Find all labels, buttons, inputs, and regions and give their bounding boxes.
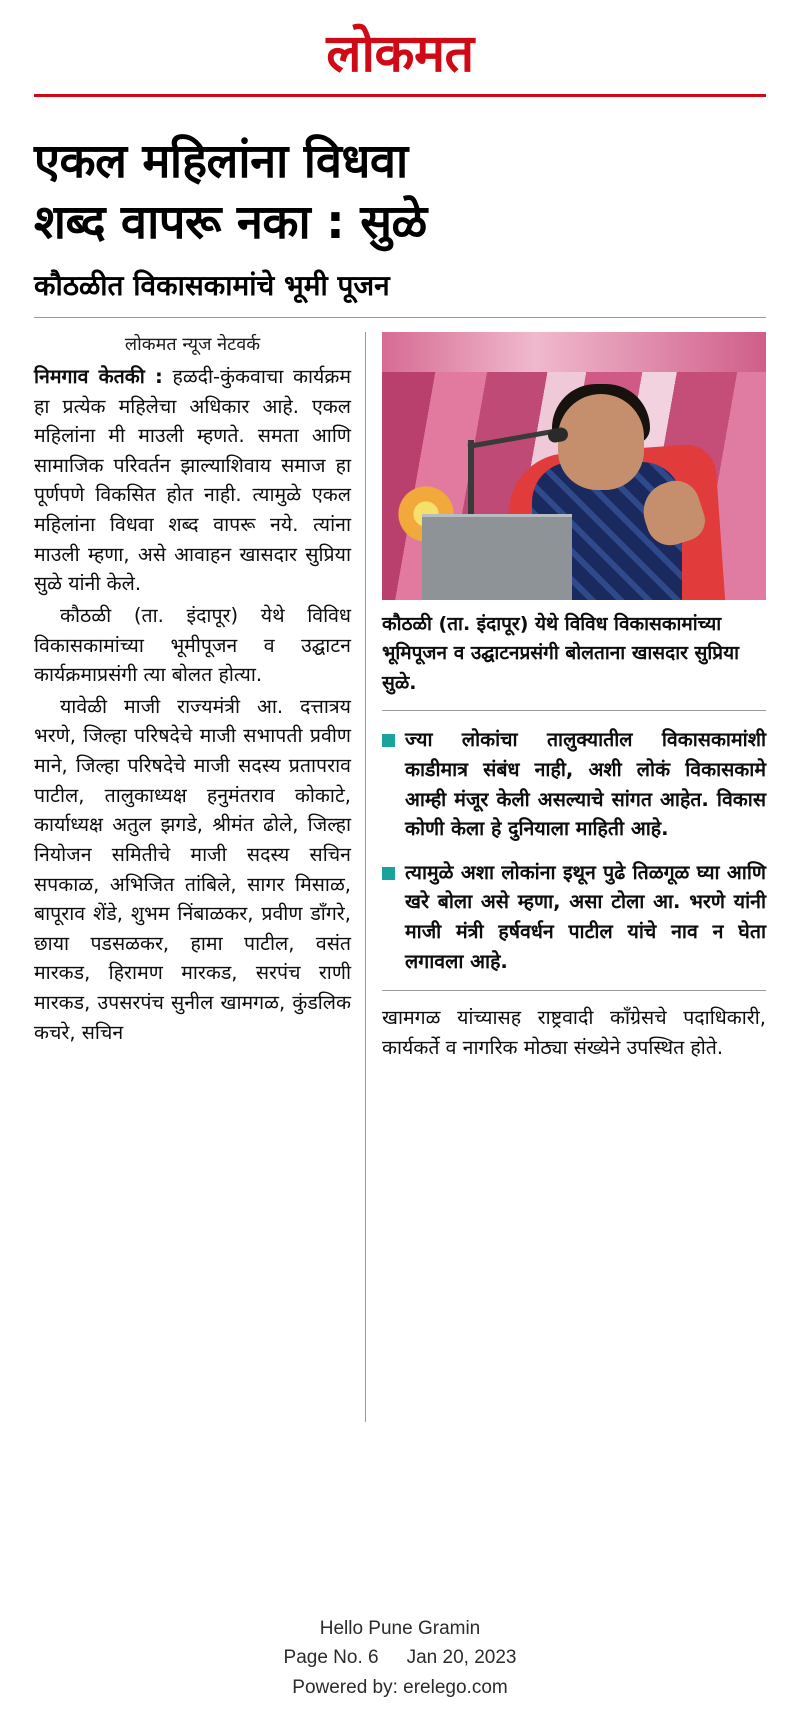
paragraph-1-text: हळदी-कुंकवाचा कार्यक्रम हा प्रत्येक महिलेचा अधिकार आहे. एकल महिलांना मी माउली म्हणते. समता आणि सामाजिक परिवर्तन झाल्याशिवाय समाज हा पूर्णपणे विकसित होत नाही. त्यामुळे एकल महिलांना विधवा शब्द वापरू नये. त्यांना माउली म्हणा, असे आवाहन खासदार सुप्रिया सुळे यांनी केले.	[34, 364, 351, 596]
masthead-title: लोकमत	[326, 24, 474, 84]
article-photo	[382, 332, 766, 600]
paragraph-2: कौठळी (ता. इंदापूर) येथे विविध विकासकामांच्या भूमीपूजन व उद्घाटन कार्यक्रमाप्रसंगी त्या बोलत होत्या.	[34, 603, 351, 687]
footer-page-date	[0, 1643, 800, 1672]
caption-divider	[382, 710, 766, 711]
masthead	[34, 22, 766, 107]
byline: लोकमत न्यूज नेटवर्क	[124, 333, 261, 355]
footer-publication: Hello Pune Gramin	[319, 1617, 481, 1639]
article-headline	[34, 131, 766, 253]
footer-powered-by: Powered by: erelego.com	[292, 1676, 508, 1698]
photo-person-head	[558, 394, 644, 490]
left-column	[34, 332, 366, 1422]
page-footer	[0, 1614, 800, 1702]
photo-backdrop-banner	[382, 332, 766, 372]
subhead-divider	[34, 317, 766, 318]
paragraph-continued: खामगळ यांच्यासह राष्ट्रवादी काँग्रेसचे पदाधिकारी, कार्यकर्ते व नागरिक मोठ्या संख्येने उपस्थित होते.	[382, 1006, 766, 1059]
headline-line-1: एकल महिलांना विधवा	[34, 134, 408, 189]
quote-text: ज्या लोकांचा तालुक्यातील विकासकामांशी काडीमात्र संबंध नाही, अशी लोकं विकासकामे आम्ही मंजूर केली असल्याचे सांगत आहेत. विकास कोणी केला हे दुनियाला माहिती आहे.	[405, 728, 766, 841]
headline-line-2: शब्द वापरू नका : सुळे	[34, 195, 427, 251]
right-column	[366, 332, 766, 1422]
quote-text: त्यामुळे अशा लोकांना इथून पुढे तिळगूळ घ्या आणि खरे बोला असे म्हणा, असा टोला आ. भरणे यांनी माजी मंत्री हर्षवर्धन पाटील यांचे नाव न घेता लगावला आहे.	[405, 860, 766, 973]
photo-caption: कौठळी (ता. इंदापूर) येथे विविध विकासकामांच्या भूमिपूजन व उद्घाटनप्रसंगी बोलताना खासदार सुप्रिया सुळे.	[382, 612, 740, 694]
paragraph-1	[34, 362, 351, 599]
headline-block	[34, 107, 766, 318]
paragraph-3: यावेळी माजी राज्यमंत्री आ. दत्तात्रय भरणे, जिल्हा परिषदेचे माजी सभापती प्रवीण माने, जिल्हा परिषदेचे माजी सदस्य प्रतापराव पाटील, तालुकाध्यक्ष हनुमंतराव कोकाटे, कार्याध्यक्ष अतुल झगडे, श्रीमंत ढोले, जिल्हा नियोजन समितीचे माजी सदस्य सचिन सपकाळ, अभिजित तांबिले, सागर मिसाळ, बापूराव शेंडे, शुभम निंबाळकर, प्रवीण डाँगरे, छाया पडसळकर, हामा पाटील, वसंत मारकड, हिरामण मारकड, सरपंच राणी मारकड, उपसरपंच सुनील खामगळ, कुंडलिक कचरे, सचिन	[34, 694, 351, 1044]
square-bullet-icon	[382, 867, 395, 880]
article-columns	[34, 332, 766, 1422]
masthead-divider	[34, 94, 766, 97]
square-bullet-icon	[382, 734, 395, 747]
dateline: निमगाव केतकी :	[34, 364, 163, 388]
quote-item	[382, 725, 766, 844]
quote-box	[382, 725, 766, 991]
article-subheadline: कौठळीत विकासकामांचे भूमी पूजन	[34, 269, 390, 303]
photo-podium	[422, 514, 572, 600]
footer-page-number: Page No. 6	[283, 1647, 379, 1669]
quote-item	[382, 858, 766, 977]
footer-date: Jan 20, 2023	[406, 1647, 517, 1669]
